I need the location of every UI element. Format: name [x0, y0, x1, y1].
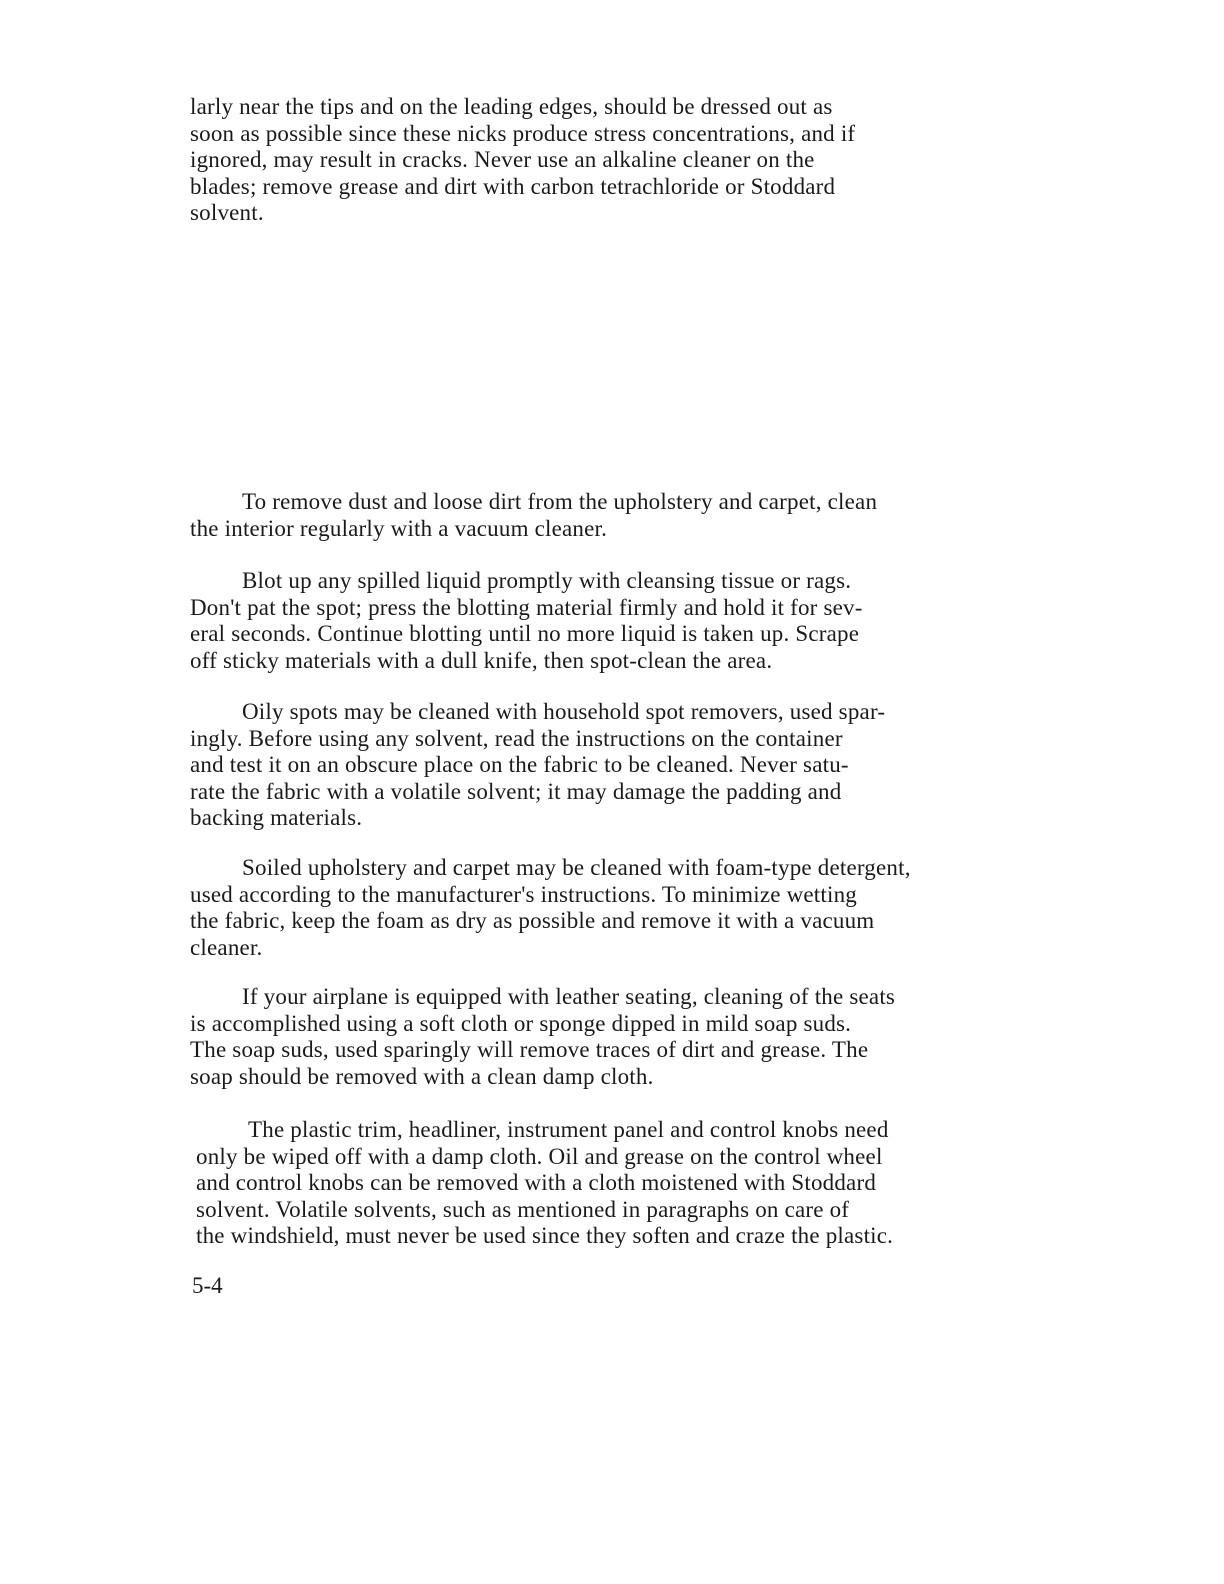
paragraph-line: The soap suds, used sparingly will remove traces of dirt and grease. The [190, 1037, 869, 1062]
paragraph-line: eral seconds. Continue blotting until no more liquid is taken up. Scrape [190, 621, 860, 646]
paragraph-line: off sticky materials with a dull knife, then spot-clean the area. [190, 647, 773, 673]
paragraph-line: Don't pat the spot; press the blotting material firmly and hold it for sev- [190, 594, 863, 620]
paragraph-vacuum-interior [190, 489, 1070, 542]
paragraph-line: and control knobs can be removed with a cloth moistened with Stoddard [196, 1170, 877, 1195]
paragraph-line: the fabric, keep the foam as dry as possible and remove it with a vacuum [190, 908, 875, 933]
paragraph-line: If your airplane is equipped with leather seating, cleaning of the seats [242, 984, 896, 1009]
paragraph-line: Oily spots may be cleaned with household spot removers, used spar- [242, 699, 886, 724]
paragraph-line: To remove dust and loose dirt from the upholstery and carpet, clean [242, 489, 878, 514]
paragraph-line: solvent. Volatile solvents, such as mentioned in paragraphs on care of [196, 1196, 850, 1222]
paragraph-line: The plastic trim, headliner, instrument panel and control knobs need [248, 1117, 889, 1142]
paragraph-line: the windshield, must never be used since they soften and craze the plastic. [196, 1223, 894, 1248]
paragraph-line: blades; remove grease and dirt with carbon tetrachloride or Stoddard [190, 173, 836, 199]
paragraph-spilled-liquid [190, 568, 1070, 674]
paragraph-propeller-blades [190, 94, 1070, 227]
paragraph-line: backing materials. [190, 805, 363, 830]
paragraph-line: cleaner. [190, 934, 263, 960]
paragraph-line: soon as possible since these nicks produce stress concentrations, and if [190, 120, 856, 146]
paragraph-line: only be wiped off with a damp cloth. Oil and grease on the control wheel [196, 1143, 883, 1169]
paragraph-line: soap should be removed with a clean damp cloth. [190, 1063, 654, 1089]
paragraph-plastic-trim [196, 1117, 1076, 1250]
paragraph-line: ignored, may result in cracks. Never use an alkaline cleaner on the [190, 147, 815, 172]
paragraph-line: larly near the tips and on the leading edges, should be dressed out as [190, 94, 833, 119]
paragraph-line: Soiled upholstery and carpet may be cleaned with foam-type detergent, [242, 855, 911, 880]
paragraph-line: rate the fabric with a volatile solvent; it may damage the padding and [190, 778, 842, 804]
paragraph-foam-detergent [190, 855, 1070, 961]
page-number: 5-4 [192, 1273, 223, 1298]
paragraph-line: and test it on an obscure place on the fabric to be cleaned. Never satu- [190, 752, 849, 777]
paragraph-line: solvent. [190, 200, 264, 225]
paragraph-leather-seating [190, 984, 1070, 1090]
paragraph-line: used according to the manufacturer's instructions. To minimize wetting [190, 881, 857, 907]
paragraph-line: is accomplished using a soft cloth or sponge dipped in mild soap suds. [190, 1010, 852, 1036]
paragraph-line: the interior regularly with a vacuum cleaner. [190, 515, 608, 541]
paragraph-oily-spots [190, 699, 1070, 832]
paragraph-line: Blot up any spilled liquid promptly with cleansing tissue or rags. [242, 568, 852, 593]
paragraph-line: ingly. Before using any solvent, read the instructions on the container [190, 725, 843, 751]
